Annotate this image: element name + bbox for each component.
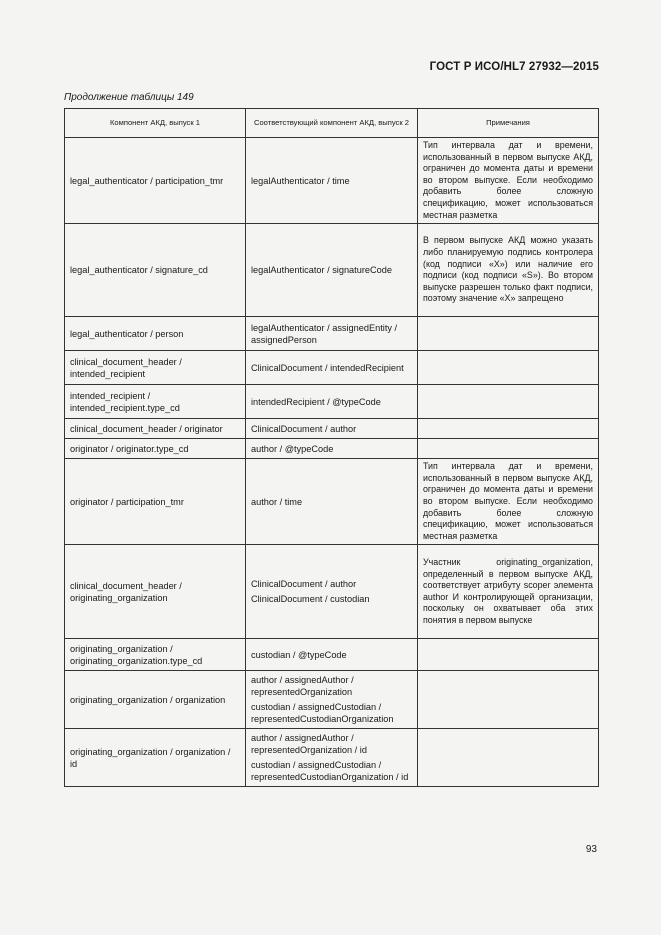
v2-component-path: author / @typeCode [251,443,334,454]
table-row [65,385,599,419]
column-header: Примечания [418,109,599,138]
v2-component-cell [246,439,418,459]
v2-component-path: ClinicalDocument / custodian [251,594,370,605]
v2-component-path: author / assignedAuthor / representedOrganization [251,675,354,698]
note-cell [418,729,599,787]
column-header: Соответствующий компонент АКД, выпуск 2 [246,109,418,138]
v2-component-path: author / assignedAuthor / representedOrganization / id [251,733,367,756]
table-row [65,439,599,459]
note-cell [418,317,599,351]
v2-component-path: ClinicalDocument / intendedRecipient [251,362,404,373]
v2-component-cell [246,385,418,419]
v2-component-cell [246,639,418,671]
v2-component-cell [246,138,418,224]
table-row [65,639,599,671]
v1-component-cell: originator / participation_tmr [65,459,246,545]
v2-component-path: ClinicalDocument / author [251,423,357,434]
note-cell [418,385,599,419]
table-row [65,224,599,317]
column-header: Компонент АКД, выпуск 1 [65,109,246,138]
v2-component-cell [246,545,418,639]
v2-component-cell [246,671,418,729]
table-body [65,138,599,787]
v2-component-path: custodian / @typeCode [251,649,347,660]
note-cell: Тип интервала дат и времени, использованный в первом выпуске АКД, ограничен до момента даты и времени во втором выпуске. Если необходимо добавить более сложную спецификацию, может использоваться местная разметка [418,138,599,224]
v2-component-cell [246,459,418,545]
note-cell [418,351,599,385]
v1-component-cell: clinical_document_header / originating_organization [65,545,246,639]
v1-component-cell: originator / originator.type_cd [65,439,246,459]
table-row [65,351,599,385]
v1-component-cell: clinical_document_header / originator [65,419,246,439]
v2-component-path: intendedRecipient / @typeCode [251,396,381,407]
v1-component-cell: legal_authenticator / signature_cd [65,224,246,317]
table-row [65,729,599,787]
mapping-table [64,108,599,787]
table-row [65,459,599,545]
v2-component-cell [246,317,418,351]
note-cell [418,439,599,459]
v1-component-cell: legal_authenticator / person [65,317,246,351]
note-cell [418,639,599,671]
note-cell [418,671,599,729]
v1-component-cell: clinical_document_header / intended_recipient [65,351,246,385]
v2-component-cell [246,224,418,317]
table-row [65,138,599,224]
v1-component-cell: legal_authenticator / participation_tmr [65,138,246,224]
table-row [65,419,599,439]
v1-component-cell: originating_organization / originating_organization.type_cd [65,639,246,671]
v2-component-path: custodian / assignedCustodian / representedCustodianOrganization / id [251,760,409,783]
v2-component-path: legalAuthenticator / time [251,175,350,186]
table-header-row [65,109,599,138]
table-row [65,317,599,351]
v2-component-cell [246,419,418,439]
table-row [65,545,599,639]
page-number: 93 [585,844,597,855]
v2-component-path: ClinicalDocument / author [251,579,357,590]
v2-component-path: author / time [251,496,303,507]
document-standard-header: ГОСТ Р ИСО/HL7 27932—2015 [429,61,599,73]
v1-component-cell: originating_organization / organization / id [65,729,246,787]
v2-component-path: legalAuthenticator / signatureCode [251,265,392,276]
table-row [65,671,599,729]
note-cell: Участник originating_organization, определенный в первом выпуске АКД, соответствует атрибуту scoper элемента author И контролирующей организации, поскольку он охватывает оба этих понятия в первом выпуске [418,545,599,639]
v2-component-cell [246,729,418,787]
note-cell: Тип интервала дат и времени, использованный в первом выпуске АКД, ограничен до момента даты и времени во втором выпуске. Если необходимо добавить более сложную спецификацию, может использоваться местная разметка [418,459,599,545]
v2-component-path: legalAuthenticator / assignedEntity / assignedPerson [251,322,398,345]
note-cell: В первом выпуске АКД можно указать либо планируемую подпись контролера (код подписи «X») или наличие его подписи (код подписи «S»). Во втором выпуске разрешен только факт подписи, поэтому значение «X» запрещено [418,224,599,317]
v1-component-cell: originating_organization / organization [65,671,246,729]
v1-component-cell: intended_recipient / intended_recipient.type_cd [65,385,246,419]
v2-component-cell [246,351,418,385]
table-caption: Продолжение таблицы 149 [64,92,194,103]
note-cell [418,419,599,439]
v2-component-path: custodian / assignedCustodian / representedCustodianOrganization [251,702,394,725]
